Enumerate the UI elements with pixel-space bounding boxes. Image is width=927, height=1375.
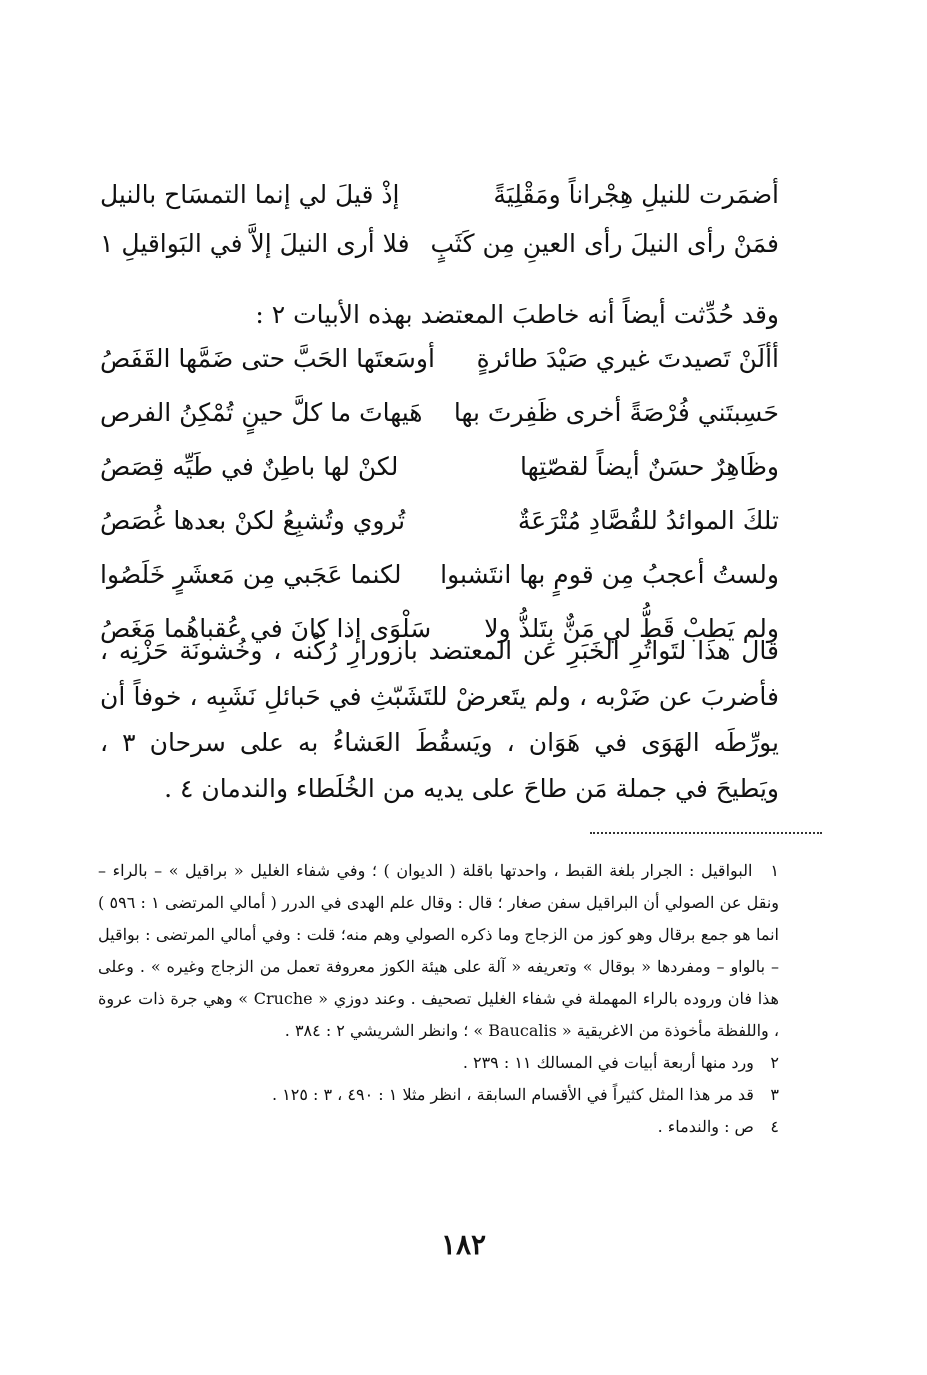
intro-line: وقد حُدِّثت أيضاً أنه خاطبَ المعتضد بهذه الأبيات ٢ : bbox=[255, 300, 779, 329]
footnote bbox=[98, 1111, 779, 1143]
verse-second-hemistich: لكنْ لها باطِنٌ في طَيِّه قِصَصُ bbox=[100, 452, 399, 481]
footnote bbox=[98, 1047, 779, 1079]
verse-second-hemistich: فلا أرى النيلَ إلاَّ في البَواقيلِ ١ bbox=[100, 229, 410, 258]
footnote bbox=[98, 1079, 779, 1111]
verse-line bbox=[100, 398, 779, 452]
footnote-number: ٢ bbox=[770, 1053, 779, 1072]
prose-paragraph: قال هذا لتَواتُرِ الخَبَرِ عن المعتضد بازورارِ رُكْنه ، وخُشونَة حَزْنِه ، فأضربَ عن ضَرْبه ، ولم يتَعرضْ للتَشَبّثِ في حَبائلِ نَشَبِه ، خوفاً أن يورِّطَه الهَوَى في هَوَان ، ويَسقُطَ العَشاءُ به على سرحان ٣ ، ويَطيحَ في جملة مَن طاحَ على يديه من الخُلَطاء والندمان ٤ . bbox=[100, 636, 780, 803]
verse-first-hemistich: تلكَ الموائدُ للقُصَّادِ مُتْرَعَةٌ bbox=[517, 506, 779, 535]
verse-line bbox=[100, 344, 779, 398]
verse-block-top bbox=[100, 180, 779, 278]
verse-first-hemistich: ولم يَطِبْ قَطُّ لي مَنٌّ بِتَلذُّ ولا bbox=[484, 614, 779, 643]
footnotes bbox=[98, 855, 779, 1143]
verse-line bbox=[100, 452, 779, 506]
verse-second-hemistich: لكنما عَجَبي مِن مَعشَرٍ خَلَصُوا bbox=[100, 560, 402, 589]
verse-first-hemistich: حَسِبتَني فُرْصَةً أخرى ظَفِرتَ بها bbox=[453, 398, 779, 427]
verse-first-hemistich: فمَنْ رأى النيلَ رأى العينِ مِن كَثَبٍ bbox=[430, 229, 779, 258]
verse-line bbox=[100, 560, 779, 614]
verse-second-hemistich: سَلْوَى إذا كانَ في عُقباهُما مَغَصُ bbox=[100, 614, 432, 643]
verse-second-hemistich: هَيهاتَ ما كلَّ حينٍ تُمْكِنُ الفرص bbox=[100, 398, 423, 427]
verse-first-hemistich: ولستُ أعجبُ مِن قومٍ بها انتَشبوا bbox=[440, 560, 779, 589]
footnote-text: البواقيل : الجرار بلغة القبط ، واحدتها باقلة ( الديوان ) ؛ وفي شفاء الغليل « براقيل » – بالراء – ونقل عن الصولي أن البراقيل سفن صغار ؛ قال : وقال علم الهدى في الدرر ( أمالي المرتضى ١ : ٥٩٦ ) انما هو جمع برقال وهو كوز من الزجاج وما ذكره الصولي وهم منه؛ قلت : وفي أمالي المرتضى : بواقيل – بالواو – ومفردها « بوقال » وتعريفه « آلة على هيئة الكوز معروفة تعمل من الزجاج وغيره » . وعلى هذا فان وروده بالراء المهملة في شفاء الغليل تصحيف . وعند دوزي « Cruche » وهي جرة ذات عروة ، واللفظة مأخوذة من الاغريقية « Baucalis » ؛ وانظر الشريشي ٢ : ٣٨٤ . bbox=[98, 861, 780, 1040]
footnote bbox=[98, 855, 779, 1047]
footnote-number: ١ bbox=[770, 861, 780, 880]
footnote-separator bbox=[590, 832, 822, 834]
footnote-text: قد مر هذا المثل كثيراً في الأقسام السابقة ، انظر مثلا ١ : ٤٩٠ ، ٣ : ١٢٥ . bbox=[271, 1085, 754, 1104]
verse-line bbox=[100, 180, 779, 229]
verse-first-hemistich: وظَاهِرٌ حسَنٌ أيضاً لقصّتِها bbox=[519, 452, 779, 481]
verse-first-hemistich: أألَنْ تَصيدتَ غيري صَيْدَ طائرةٍ bbox=[476, 344, 779, 373]
verse-line bbox=[100, 229, 779, 278]
verse-first-hemistich: أضمَرت للنيلِ هِجْراناً ومَقْلِيَةً bbox=[493, 180, 779, 209]
footnote-text: ورد منها أربعة أبيات في المسالك ١١ : ٢٣٩ . bbox=[462, 1053, 754, 1072]
page-number: ١٨٢ bbox=[440, 1228, 487, 1261]
footnote-text: ص : والندماء . bbox=[657, 1117, 754, 1136]
verse-line bbox=[100, 506, 779, 560]
footnote-number: ٣ bbox=[770, 1085, 779, 1104]
verse-second-hemistich: أوسَعتَها الحَبَّ حتى ضَمَّها القَفَصُ bbox=[100, 344, 435, 373]
verse-block-main bbox=[100, 344, 779, 668]
verse-second-hemistich: إذْ قيلَ لي إنما التمسَاح بالنيل bbox=[100, 180, 400, 209]
footnote-number: ٤ bbox=[770, 1117, 779, 1136]
verse-second-hemistich: تُروي وتُشبِعُ لكنْ بعدها غُصَصُ bbox=[100, 506, 406, 535]
